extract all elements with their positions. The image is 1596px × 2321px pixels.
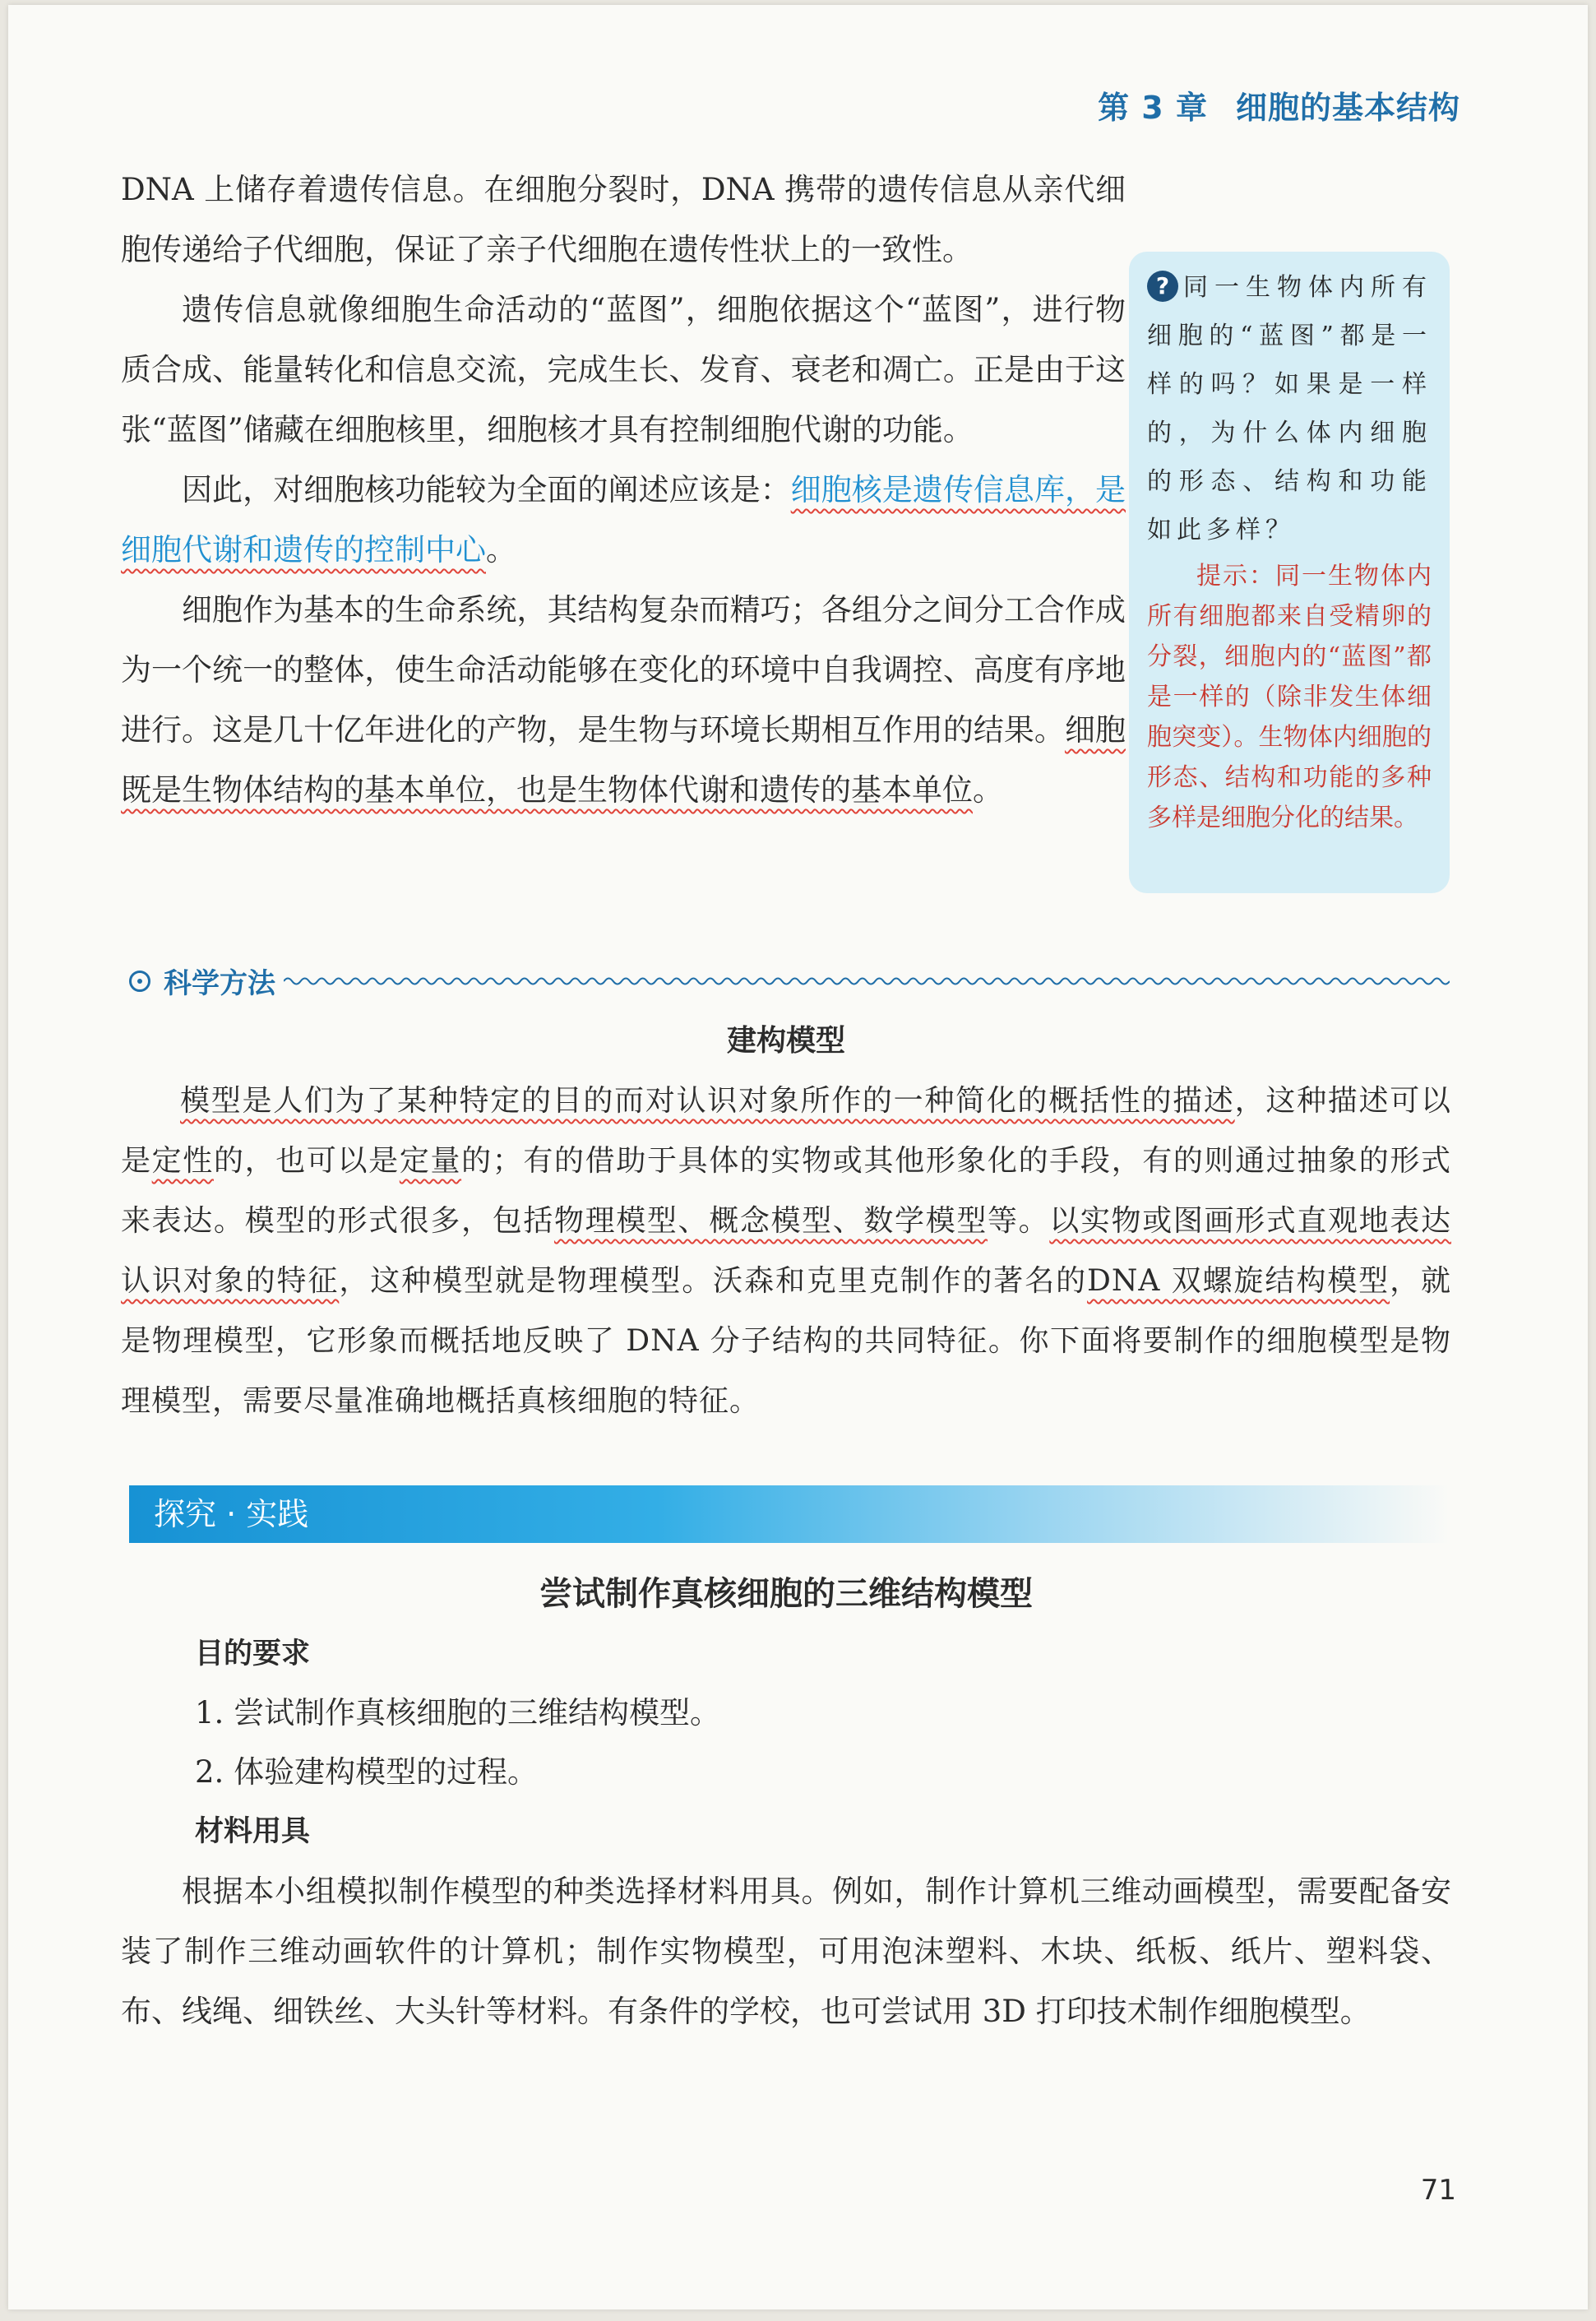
cell-unit-highlight: 细胞既是生物体结构的基本单位，也是生物体代谢和遗传的基本单位 xyxy=(121,712,1126,808)
goal-item: 2. 体验建构模型的过程。 xyxy=(195,1754,539,1790)
textbook-page xyxy=(8,5,1588,2309)
paragraph-dna-info: DNA 上储存着遗传信息。在细胞分裂时，DNA 携带的遗传信息从亲代细胞传递给子代细胞，保证了亲子代细胞在遗传性状上的一致性。 xyxy=(121,172,1126,267)
sidebar-question-text: 同一生物体内所有细胞的“蓝图”都是一样的吗？如果是一样的，为什么体内细胞的形态、结构和功能如此多样？ xyxy=(1147,273,1432,544)
dna-model-term: DNA 双螺旋结构模型 xyxy=(1087,1264,1390,1298)
sidebar-hint: 提示：同一生物体内所有细胞都来自受精卵的分裂，细胞内的“蓝图”都是一样的（除非发生体细胞突变）。生物体内细胞的形态、结构和功能的多种多样是细胞分化的结果。 xyxy=(1147,562,1432,832)
goal-item: 1. 尝试制作真核细胞的三维结构模型。 xyxy=(195,1695,721,1730)
method-text-1: ，这种描述可以是 xyxy=(121,1084,1451,1178)
goal-heading: 目的要求 xyxy=(195,1638,311,1670)
cell-system-end: 。 xyxy=(973,772,1003,808)
practice-banner-label: 探究 · 实践 xyxy=(154,1496,309,1532)
practice-title: 尝试制作真核细胞的三维结构模型 xyxy=(539,1575,1033,1613)
method-text-5: ，这种模型就是物理模型。沃森和克里克制作的著名的 xyxy=(339,1264,1088,1298)
chapter-title: 细胞的基本结构 xyxy=(1235,90,1460,126)
method-title: 建构模型 xyxy=(726,1024,845,1058)
chapter-header xyxy=(1098,82,1460,127)
paragraph-cell-system xyxy=(121,580,1126,820)
cell-system-text: 细胞作为基本的生命系统，其结构复杂而精巧；各组分之间分工合作成为一个统一的整体，使生命活动能够在变化的环境中自我调控、高度有序地进行。这是几十亿年进化的产物，是生物与环境长期相互作用的结果。 xyxy=(121,592,1126,748)
model-definition: 模型是人们为了某种特定的目的而对认识对象所作的一种简化的概括性的描述 xyxy=(180,1084,1235,1118)
method-text-3: 的；有的借助于具体的实物或其他形象化的手段，有的则通过抽象的形式来表达。模型的形式很多，包括 xyxy=(121,1144,1451,1238)
physical-model-definition: 以实物或图画形式直观地表达认识对象的特征 xyxy=(121,1204,1451,1298)
materials-heading: 材料用具 xyxy=(195,1815,311,1848)
nucleus-function-end: 。 xyxy=(486,532,516,568)
practice-section xyxy=(121,1564,1451,2041)
nucleus-function-lead: 因此，对细胞核功能较为全面的阐述应该是： xyxy=(182,472,791,507)
page-number: 71 xyxy=(1420,2174,1456,2207)
science-method-heading xyxy=(129,961,1450,1001)
sidebar-question xyxy=(1147,263,1432,554)
nucleus-definition-highlight: 细胞核是遗传信息库，是细胞代谢和遗传的控制中心 xyxy=(121,472,1126,568)
materials-paragraph: 根据本小组模拟制作模型的种类选择材料用具。例如，制作计算机三维动画模型，需要配备安装了制作三维动画软件的计算机；制作实物模型，可用泡沫塑料、木块、纸板、纸片、塑料袋、布、线绳、细铁丝、大头针等材料。有条件的学校，也可尝试用 3D 打印技术制作细胞模型。 xyxy=(121,1874,1451,2029)
science-method-body xyxy=(121,1017,1451,1431)
science-method-label: 科学方法 xyxy=(164,967,275,1000)
sidebar-question-box xyxy=(1129,252,1450,893)
paragraph-nucleus-function xyxy=(121,460,1126,580)
quantitative-term: 定量 xyxy=(399,1144,462,1178)
main-text-column xyxy=(121,160,1126,820)
chapter-number: 第 3 章 xyxy=(1098,90,1208,126)
model-types: 物理模型、概念模型、数学模型 xyxy=(553,1204,988,1238)
method-text-2: 的，也可以是 xyxy=(213,1144,400,1178)
wavy-divider xyxy=(284,973,1450,989)
practice-banner xyxy=(129,1485,1450,1543)
question-icon: ? xyxy=(1147,271,1178,302)
method-paragraph xyxy=(121,1071,1451,1431)
method-text-6: ，就是物理模型，它形象而概括地反映了 DNA 分子结构的共同特征。你下面将要制作的细胞模型是物理模型，需要尽量准确地概括真核细胞的特征。 xyxy=(121,1264,1451,1418)
paragraph-blueprint: 遗传信息就像细胞生命活动的“蓝图”，细胞依据这个“蓝图”，进行物质合成、能量转化和信息交流，完成生长、发育、衰老和凋亡。正是由于这张“蓝图”储藏在细胞核里，细胞核才具有控制细胞代谢的功能。 xyxy=(121,292,1126,447)
target-icon xyxy=(129,971,150,992)
qualitative-term: 定性 xyxy=(151,1144,214,1178)
method-text-4: 等。 xyxy=(987,1204,1050,1238)
